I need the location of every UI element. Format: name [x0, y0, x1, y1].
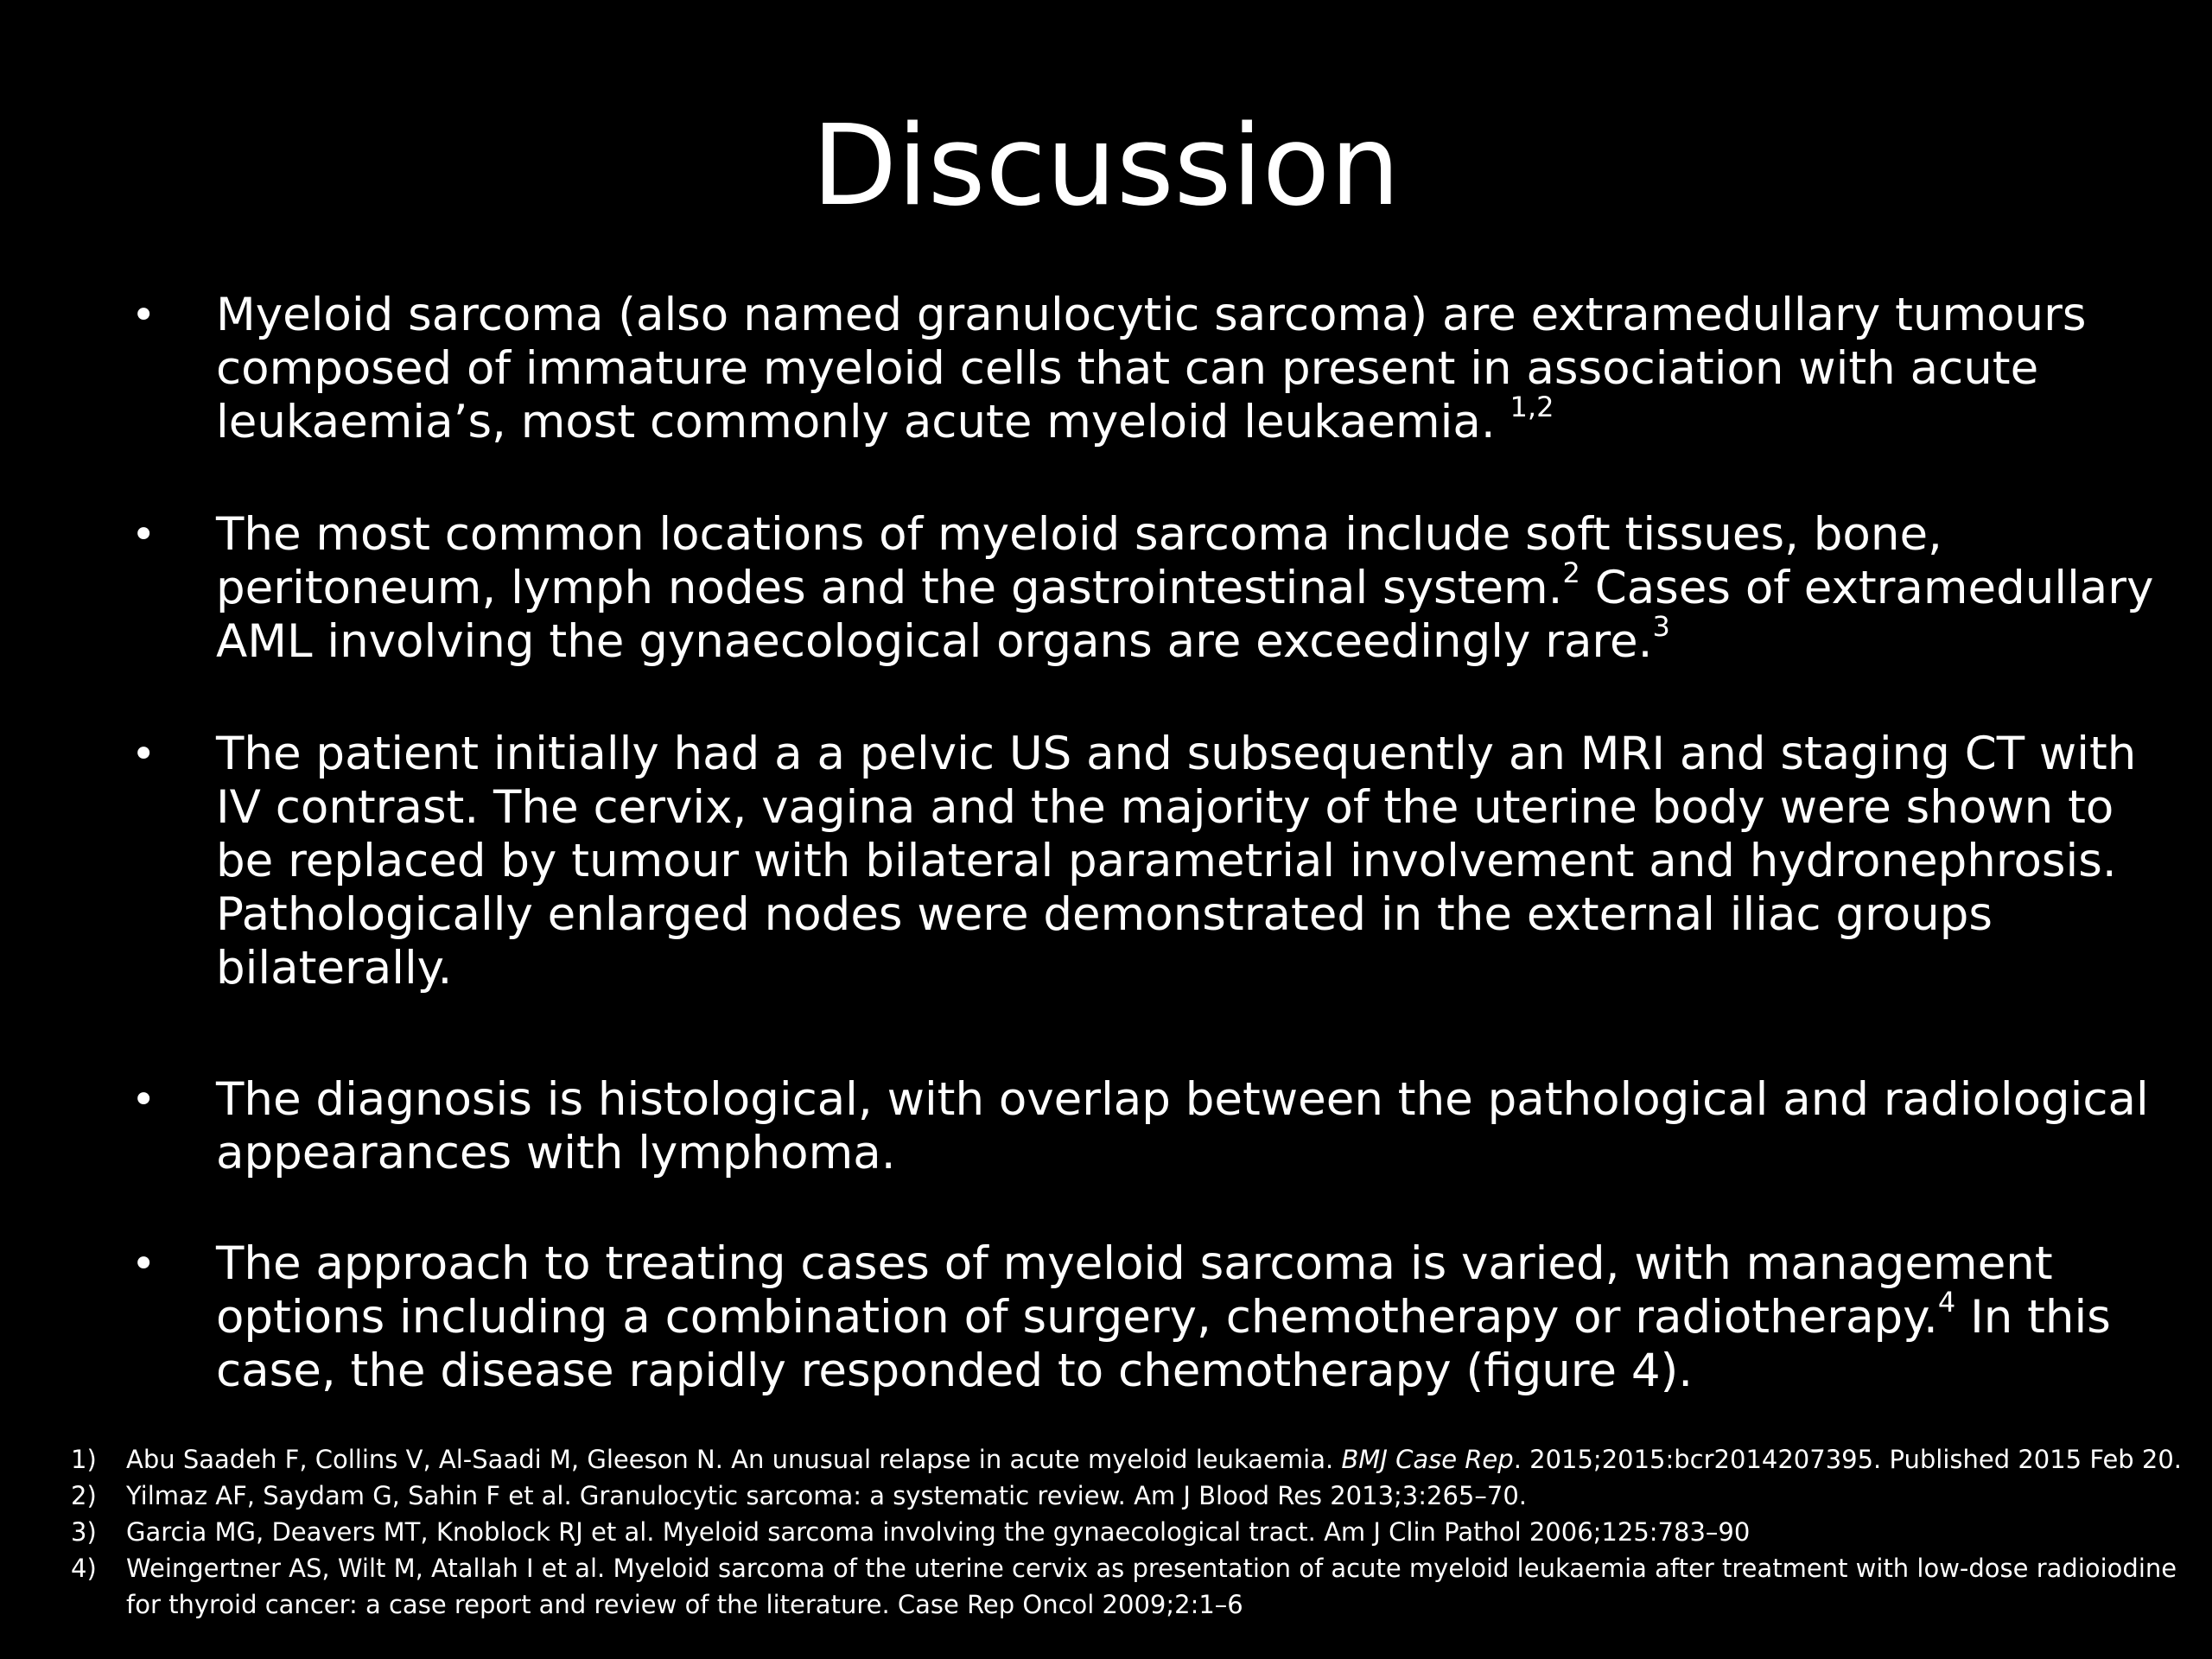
bullet-dot: •: [131, 1240, 156, 1288]
bullet-text: The diagnosis is histological, with overlap between the pathological and radiological appearances with lymphoma.: [216, 1073, 2149, 1179]
reference-item: [0, 1478, 2212, 1514]
bullet-text: Myeloid sarcoma (also named granulocytic sarcoma) are extramedullary tumours composed of immature myeloid cells that can present in association with acute leukaemia’s, most commonly acute myeloid leukaemia. $^{1,2}$: [216, 289, 2087, 448]
reference-text: Weingertner AS, Wilt M, Atallah I et al. Myeloid sarcoma of the uterine cervix as presentation of acute myeloid leukaemia after treatment with low-dose radioiodine for thyroid cancer: a case report and review of the literature. Case Rep Oncol 2009;2:1–6: [126, 1554, 2177, 1619]
reference-text: Yilmaz AF, Saydam G, Sahin F et al. Granulocytic sarcoma: a systematic review. Am J Blood Res 2013;3:265–70.: [126, 1481, 1527, 1510]
reference-item: [0, 1550, 2212, 1623]
reference-number: 2): [71, 1481, 97, 1510]
bullet-text: The most common locations of myeloid sarcoma include soft tissues, bone, peritoneum, lymph nodes and the gastrointestinal system.$^2$ Cases of extramedullary AML involving the gynaecological organs are exceedingly rare.$^3$: [216, 508, 2154, 668]
citation-superscript: 2: [1562, 556, 1580, 589]
reference-number: 1): [71, 1445, 97, 1474]
reference-number: 3): [71, 1517, 97, 1547]
bullet-dot: •: [131, 511, 156, 559]
journal-name: BMJ Case Rep: [1341, 1445, 1514, 1474]
reference-text: Garcia MG, Deavers MT, Knoblock RJ et al. Myeloid sarcoma involving the gynaecological tract. Am J Clin Pathol 2006;125:783–90: [126, 1517, 1751, 1547]
bullet-dot: •: [131, 730, 156, 779]
bullet-text: The approach to treating cases of myeloid sarcoma is varied, with management options including a combination of surgery, chemotherapy or radiotherapy.$^4$ In this case, the disease rapidly responded to chemotherapy (figure 4).: [216, 1237, 2111, 1397]
citation-superscript: 1,2: [1510, 391, 1554, 423]
citation-superscript: 4: [1937, 1286, 1956, 1319]
bullet-dot: •: [131, 291, 156, 340]
citation-superscript: 3: [1652, 610, 1670, 643]
reference-number: 4): [71, 1554, 97, 1583]
bullet-dot: •: [131, 1076, 156, 1124]
reference-item: [0, 1514, 2212, 1550]
bullet-text: The patient initially had a a pelvic US and subsequently an MRI and staging CT with IV contrast. The cervix, vagina and the majority of the uterine body were shown to be replaced by tumour with bilateral parametrial involvement and hydronephrosis. Pathologically enlarged nodes were demonstrated in the external iliac groups bilaterally.: [216, 728, 2137, 995]
reference-item: [0, 1441, 2212, 1478]
reference-list: [0, 1441, 2212, 1623]
reference-text: Abu Saadeh F, Collins V, Al-Saadi M, Gleeson N. An unusual relapse in acute myeloid leukaemia. BMJ Case Rep. 2015;2015:bcr2014207395. Published 2015 Feb 20.: [126, 1445, 2183, 1474]
slide-title: Discussion: [811, 102, 1401, 231]
